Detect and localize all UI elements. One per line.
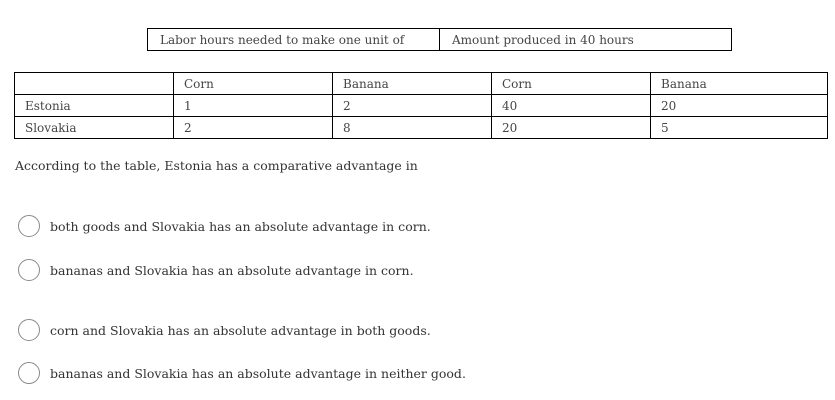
row-country: Estonia [15,95,174,117]
question-text: According to the table, Estonia has a comparative advantage in [15,158,418,173]
amount-produced-header: Amount produced in 40 hours [440,29,732,51]
table-row [15,95,828,117]
column-header-labor-banana: Banana [333,73,492,95]
answer-option-3[interactable] [18,319,431,341]
row-country: Slovakia [15,117,174,139]
cell-labor-banana: 8 [333,117,492,139]
answer-option-label[interactable]: bananas and Slovakia has an absolute advantage in corn. [50,262,414,278]
radio-button[interactable] [18,362,40,384]
radio-button[interactable] [18,319,40,341]
cell-amount-banana: 20 [651,95,828,117]
cell-amount-banana: 5 [651,117,828,139]
radio-button[interactable] [18,215,40,237]
answer-option-1[interactable] [18,215,431,237]
column-header-amount-banana: Banana [651,73,828,95]
answer-option-label[interactable]: bananas and Slovakia has an absolute advantage in neither good. [50,365,466,381]
labor-hours-header: Labor hours needed to make one unit of [148,29,440,51]
table-header-row [15,73,828,95]
answer-option-4[interactable] [18,362,466,384]
answer-option-label[interactable]: corn and Slovakia has an absolute advantage in both goods. [50,322,431,338]
column-header-amount-corn: Corn [492,73,651,95]
answer-option-label[interactable]: both goods and Slovakia has an absolute advantage in corn. [50,218,431,234]
table-row [15,117,828,139]
cell-amount-corn: 40 [492,95,651,117]
cell-labor-corn: 2 [174,117,333,139]
cell-labor-corn: 1 [174,95,333,117]
cell-amount-corn: 20 [492,117,651,139]
column-header-country [15,73,174,95]
data-table [14,72,828,139]
table-group-header [147,28,732,51]
radio-button[interactable] [18,259,40,281]
column-header-labor-corn: Corn [174,73,333,95]
answer-option-2[interactable] [18,259,414,281]
table-group-header-row [148,29,732,51]
cell-labor-banana: 2 [333,95,492,117]
